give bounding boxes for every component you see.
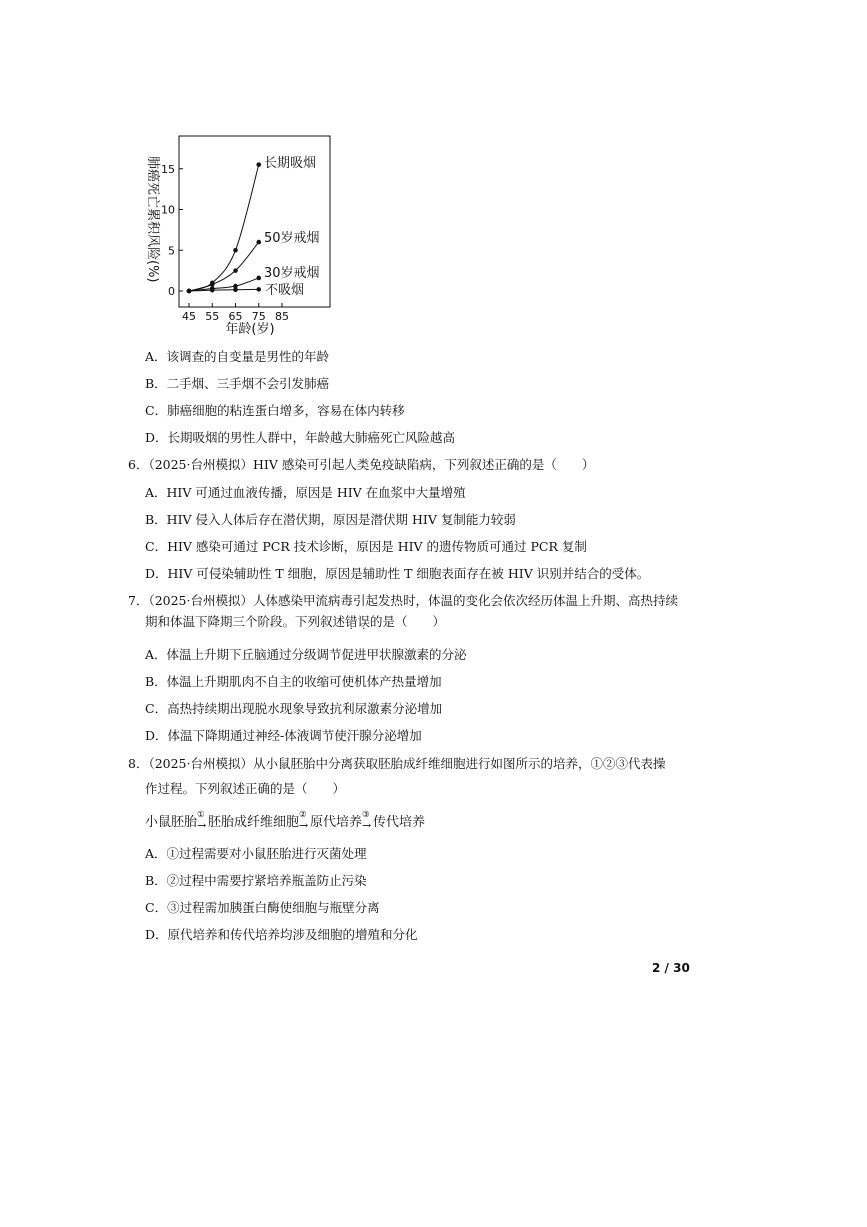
- flow-node: 胚胎成纤维细胞: [208, 815, 300, 830]
- q7-option-a: A．体温上升期下丘脑通过分级调节促进甲状腺激素的分泌: [145, 647, 467, 662]
- x-tick-label: 55: [205, 310, 220, 323]
- q7-option-c: C．高热持续期出现脱水现象导致抗利尿激素分泌增加: [145, 701, 443, 716]
- emphasis-char: 错: [345, 614, 358, 629]
- data-point: [233, 287, 238, 292]
- y-tick-label: 15: [161, 162, 175, 176]
- q8-stem-line1: 8．（2025·台州模拟）从小鼠胚胎中分离获取胚胎成纤维细胞进行如图所示的培养，①②③代表操: [128, 756, 666, 771]
- series-label: 30岁戒烟: [264, 266, 320, 281]
- data-point: [233, 268, 238, 273]
- data-point: [256, 276, 261, 281]
- q5-option-a: A．该调查的自变量是男性的年龄: [145, 349, 330, 364]
- q7-option-d: D．体温下降期通过神经-体液调节使汗腺分泌增加: [145, 728, 422, 743]
- flow-node: 传代培养: [373, 815, 426, 830]
- q8-option-c: C．③过程需加胰蛋白酶使细胞与瓶壁分离: [145, 900, 380, 915]
- x-tick-label: 85: [275, 310, 289, 323]
- q7-option-b: B．体温上升期肌肉不自主的收缩可使机体产热量增加: [145, 674, 442, 689]
- q8-option-b: B．②过程中需要拧紧培养瓶盖防止污染: [145, 873, 367, 888]
- x-tick-label: 75: [251, 310, 266, 323]
- q8-stem-line2: 作过程。下列叙述正确的是（ ）: [145, 781, 346, 796]
- series-line: [189, 165, 259, 291]
- y-tick-label: 5: [168, 244, 175, 258]
- emphasis-char: 误: [357, 614, 371, 629]
- q5-option-c: C．肺癌细胞的粘连蛋白增多，容易在体内转移: [145, 403, 405, 418]
- x-axis-label: 年龄(岁): [225, 322, 275, 337]
- flow-arrow: ① →: [197, 810, 207, 832]
- culture-flow-diagram: [145, 810, 426, 832]
- q7-stem-line1: 7．（2025·台州模拟）人体感染甲流病毒引起发热时，体温的变化会依次经历体温上升期、高热持续: [128, 593, 678, 608]
- q8-option-a: A．①过程需要对小鼠胚胎进行灭菌处理: [145, 846, 367, 861]
- q7-stem-text: 期和体温下降期三个阶段。下列叙述: [145, 614, 346, 629]
- q8-option-d: D．原代培养和传代培养均涉及细胞的增殖和分化: [145, 927, 418, 942]
- data-point: [187, 289, 192, 294]
- series-label: 长期吸烟: [264, 156, 317, 171]
- flow-arrow: ③ →: [362, 810, 372, 832]
- data-point: [210, 288, 215, 293]
- q6-option-c: C．HIV 感染可通过 PCR 技术诊断，原因是 HIV 的遗传物质可通过 PCR 复制: [145, 539, 587, 554]
- data-point: [256, 162, 261, 167]
- series-line: [189, 242, 259, 291]
- series-label: 不吸烟: [265, 283, 305, 298]
- q6-option-a: A．HIV 可通过血液传播，原因是 HIV 在血浆中大量增殖: [145, 485, 466, 500]
- q7-stem-end: 的是（ ）: [370, 614, 446, 629]
- lung-cancer-risk-chart: [0, 0, 867, 345]
- q6-option-b: B．HIV 侵入人体后存在潜伏期，原因是潜伏期 HIV 复制能力较弱: [145, 512, 516, 527]
- data-point: [256, 287, 261, 292]
- series-label: 50岁戒烟: [264, 231, 320, 246]
- y-tick-label: 10: [161, 203, 175, 217]
- y-tick-label: 0: [168, 285, 175, 298]
- data-point: [210, 282, 215, 287]
- q6-option-d: D．HIV 可侵染辅助性 T 细胞，原因是辅助性 T 细胞表面存在被 HIV 识别并结合的受体。: [145, 566, 650, 581]
- q5-option-d: D．长期吸烟的男性人群中，年龄越大肺癌死亡风险越高: [145, 430, 456, 445]
- q7-stem-line2: [145, 614, 445, 630]
- flow-node: 小鼠胚胎: [145, 815, 198, 830]
- y-axis-label: 肺癌死亡累积风险(%): [145, 156, 160, 283]
- flow-node: 原代培养: [310, 815, 363, 830]
- data-point: [233, 248, 238, 253]
- q6-stem: 6．（2025·台州模拟）HIV 感染可引起人类免疫缺陷病，下列叙述正确的是（ ）: [128, 457, 595, 472]
- x-tick-label: 45: [182, 310, 196, 323]
- data-point: [256, 240, 261, 245]
- q5-option-b: B．二手烟、三手烟不会引发肺癌: [145, 376, 330, 391]
- x-tick-label: 65: [228, 310, 243, 323]
- page-number: 2 / 30: [652, 961, 690, 975]
- flow-arrow: ② →: [299, 810, 309, 832]
